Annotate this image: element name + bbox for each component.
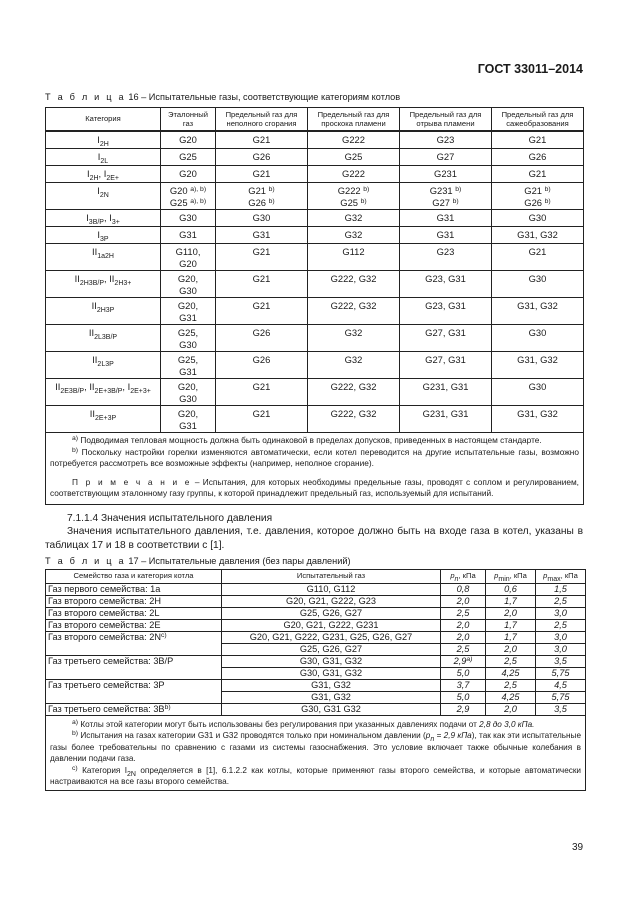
- column-header-light-back: Предельный газ для проскока пламени: [308, 108, 400, 132]
- category-cell: $II_{1a2H}$: [46, 244, 161, 271]
- table-row: Газ второго семейства: 2L G25, G26, G27 2,5 2,0 3,0: [46, 608, 586, 620]
- category-cell: $I_{2H}$, $I_{2E+}$: [46, 166, 161, 183]
- category-cell: $I_{2H}$: [46, 131, 161, 149]
- table-row: $II_{2H3P}$ G20, G31 G21 G222, G32 G23, G31 G31, G32: [46, 298, 584, 325]
- category-cell: $II_{2H3B/P}$, $II_{2H3+}$: [46, 271, 161, 298]
- category-cell: $I_{2N}$: [46, 183, 161, 210]
- table-row: $I_{2H}$, $I_{2E+}$ G20 G21 G222 G231 G21: [46, 166, 584, 183]
- table-row: $I_{2H}$ G20 G21 G222 G23 G21: [46, 131, 584, 149]
- section-paragraph: Значения испытательного давления, т.е. давления, которое должно быть на входе газа в котел, указаны в таблицах 17 и 18 в соответствии с [1].: [45, 526, 583, 551]
- section-heading: 7.1.1.4 Значения испытательного давления: [67, 513, 273, 524]
- table-row: $II_{2E3B/P}$, $II_{2E+3B/P}$, $I_{2E+3+}$ G20, G30 G21 G222, G32 G231, G31 G30: [46, 379, 584, 406]
- table16-test-gases: [45, 107, 584, 505]
- table-row: $I_{3P}$ G31 G31 G32 G31 G31, G32: [46, 227, 584, 244]
- column-header-sooting: Предельный газ для сажеобразования: [492, 108, 584, 132]
- column-header-test-gas: Испытательный газ: [222, 570, 441, 584]
- category-cell: $II_{2E+3P}$: [46, 406, 161, 433]
- table-row: Газ третьего семейства: 3B/P G30, G31, G32 2,9$^{a)}$ 2,5 3,5: [46, 656, 586, 668]
- table-row: $II_{2L3B/P}$ G25, G30 G26 G32 G27, G31 G30: [46, 325, 584, 352]
- category-cell: $II_{2E3B/P}$, $II_{2E+3B/P}$, $I_{2E+3+}$: [46, 379, 161, 406]
- table16-footnotes: [46, 433, 584, 505]
- table17-test-pressures: [45, 569, 586, 791]
- table-row: $I_{2N}$ G20 $^{a), b)}$ G25 $^{a), b)}$ G21 $^{b)}$ G26 $^{b)}$ G222 $^{b)}$ G25 $^{b)}$ G231 $^{b)}$ G27 $^{b)}$ G21 $^{b)}$ G26 $^{b)}$: [46, 183, 584, 210]
- table17-footnotes-row: [46, 716, 586, 791]
- standard-designation: ГОСТ 33011–2014: [477, 62, 583, 76]
- column-header-category: Категория: [46, 108, 161, 132]
- footnote-a: $^{a)}$ Котлы этой категории могут быть использованы без регулирования при указанных давлениях подачи от 2,8 до 3,0 кПа.: [72, 719, 535, 729]
- category-cell: $I_{2L}$: [46, 149, 161, 166]
- table17-header-row: [46, 570, 586, 584]
- table-row: Газ третьего семейства: 3P G31, G32 3,7 2,5 4,5: [46, 680, 586, 692]
- footnote-a: $^{a)}$ Подводимая тепловая мощность должна быть одинаковой в пределах допусков, приведенных в настоящем стандарте.: [72, 435, 542, 445]
- table17-caption: Т а б л и ц а 17 – Испытательные давления (без пары давлений): [45, 556, 351, 566]
- category-cell: $II_{2L3B/P}$: [46, 325, 161, 352]
- column-header-reference-gas: Эталонный газ: [161, 108, 216, 132]
- table-row: $II_{2L3P}$ G25, G31 G26 G32 G27, G31 G31, G32: [46, 352, 584, 379]
- category-cell: $I_{3B/P}$, $I_{3+}$: [46, 210, 161, 227]
- category-cell: $II_{2L3P}$: [46, 352, 161, 379]
- section-7-1-1-4: [45, 512, 583, 552]
- table-row: Газ третьего семейства: $3B^{b)}$ G30, G31 G32 2,9 2,0 3,5: [46, 704, 586, 716]
- table-row: Газ первого семейства: 1а G110, G112 0,8 0,6 1,5: [46, 584, 586, 596]
- table-row: Газ второго семейства: $2N^{c)}$ G20, G21, G222, G231, G25, G26, G27 2,0 1,7 3,0: [46, 632, 586, 644]
- page-number: 39: [572, 842, 584, 853]
- table16-caption: Т а б л и ц а 16 – Испытательные газы, соответствующие категориям котлов: [45, 92, 401, 102]
- table-row: Газ второго семейства: 2E G20, G21, G222, G231 2,0 1,7 2,5: [46, 620, 586, 632]
- table-row: Газ второго семейства: 2H G20, G21, G222, G23 2,0 1,7 2,5: [46, 596, 586, 608]
- table17-footnotes: [46, 716, 586, 791]
- column-header-pn: $p_n$, кПа: [441, 570, 486, 584]
- footnote-c: $^{c)}$ Категория $I_{2N}$ определяется в [1], 6.1.2.2 как котлы, которые применяют газы второго семейства, и которые автоматически настраиваются на все газы второго семейства.: [50, 764, 582, 787]
- table-row: G31, G32 5,0 4,25 5,75: [46, 692, 586, 704]
- table-row: G25, G26, G27 2,5 2,0 3,0: [46, 644, 586, 656]
- table-row: $I_{3B/P}$, $I_{3+}$ G30 G30 G32 G31 G30: [46, 210, 584, 227]
- table16-footnotes-row: [46, 433, 584, 505]
- category-cell: $I_{3P}$: [46, 227, 161, 244]
- column-header-incomplete-combustion: Предельный газ для неполного сгорания: [216, 108, 308, 132]
- table16-header-row: [46, 108, 584, 132]
- table-row: G30, G31, G32 5,0 4,25 5,75: [46, 668, 586, 680]
- column-header-flame-lift: Предельный газ для отрыва пламени: [400, 108, 492, 132]
- column-header-pmin: $p_{min}$, кПа: [486, 570, 536, 584]
- table16-note: П р и м е ч а н и е – Испытания, для которых необходимы предельные газы, проводят с соплом и регулированием, соответствующим эталонному газу группы, к которой принадлежит предельный газ, используемый для испытаний.: [50, 476, 579, 499]
- column-header-pmax: $p_{max}$, кПа: [536, 570, 586, 584]
- table-row: $II_{2E+3P}$ G20, G31 G21 G222, G32 G231, G31 G31, G32: [46, 406, 584, 433]
- category-cell: $II_{2H3P}$: [46, 298, 161, 325]
- table-row: $I_{2L}$ G25 G26 G25 G27 G26: [46, 149, 584, 166]
- footnote-b: $^{b)}$ Испытания на газах категории G31 и G32 проводятся только при номинальном давлении ($p_n = 2,9$ кПа), так как эти испытательные газы более требовательны по сравнению с газами из системы газоснабжения. Это условие включает также обычные колебания в давлении подачи газа.: [50, 730, 581, 764]
- table-row: $II_{1a2H}$ G110, G20 G21 G112 G23 G21: [46, 244, 584, 271]
- footnote-b: $^{b)}$ Поскольку настройки горелки изменяются автоматически, если котел переводится на другие испытательные газы, возможно потребуется рассмотреть все возможные эффекты (например, неполное сгорание).: [50, 446, 579, 469]
- column-header-gas-family: Семейство газа и категория котла: [46, 570, 222, 584]
- table-row: $II_{2H3B/P}$, $II_{2H3+}$ G20, G30 G21 G222, G32 G23, G31 G30: [46, 271, 584, 298]
